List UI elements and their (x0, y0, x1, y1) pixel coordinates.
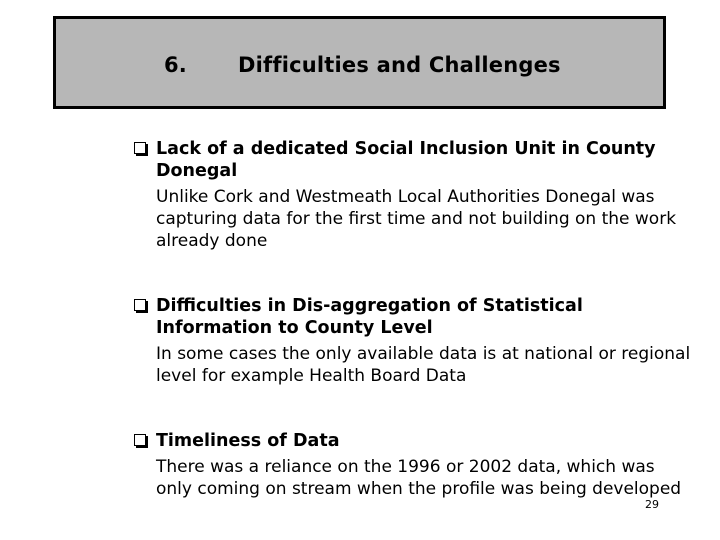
section-number: 6. (164, 53, 187, 77)
bullet-heading: Lack of a dedicated Social Inclusion Unit in County Donegal (156, 139, 656, 181)
bullet-body: There was a reliance on the 1996 or 2002 data, which was only coming on stream when the profile was being developed (156, 457, 682, 499)
bullet-body: Unlike Cork and Westmeath Local Authorities Donegal was capturing data for the first time and not building on the work already done (156, 187, 677, 251)
page-number: 29 (645, 498, 659, 511)
slide-title-box (53, 16, 666, 109)
bullet-item-3 (134, 430, 694, 500)
bullet-body: In some cases the only available data is at national or regional level for example Health Board Data (156, 344, 691, 386)
bullet-heading: Difficulties in Dis-aggregation of Statistical Information to County Level (156, 296, 583, 338)
bullet-item-1 (134, 138, 694, 252)
checkbox-bullet-icon (134, 299, 146, 311)
checkbox-bullet-icon (134, 142, 146, 154)
bullet-heading: Timeliness of Data (156, 431, 340, 451)
checkbox-bullet-icon (134, 434, 146, 446)
bullet-item-2 (134, 295, 694, 387)
slide-title: Difficulties and Challenges (238, 53, 561, 77)
